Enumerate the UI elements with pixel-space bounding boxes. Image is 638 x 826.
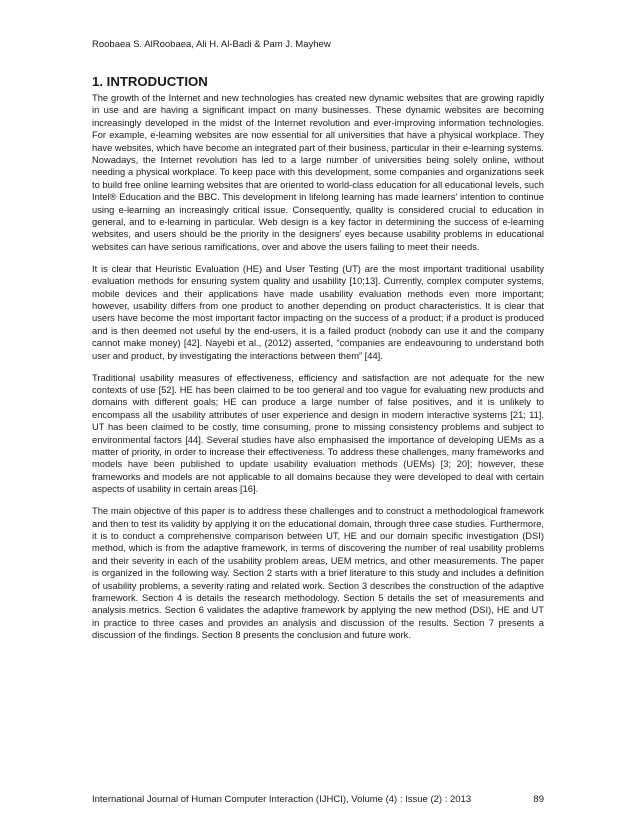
running-footer	[92, 794, 544, 805]
paragraph-4: The main objective of this paper is to address these challenges and to construct a methodological framework and then to test its validity by applying it on the educational domain, through three case studies. Furthermore, it is to conduct a comprehensive comparison between UT, HE and our domain specific investigation (DSI) method, which is from the adaptive framework, in terms of discovering the number of real usability problems and their severity in each of the usability problem areas, UEM metrics, and other measurements. The paper is organized in the following way. Section 2 starts with a brief literature to this study and includes a definition of usability problems, a severity rating and related work. Section 3 describes the construction of the adaptive framework. Section 4 is details the research methodology. Section 5 details the set of measurements and analysis metrics. Section 6 validates the adaptive framework by applying the new method (DSI), HE and UT in practice to three cases and provides an analysis and discussion of the results. Section 7 presents a discussion of the findings. Section 8 presents the conclusion and future work.	[92, 506, 544, 641]
section-title: 1. INTRODUCTION	[92, 74, 208, 89]
page-number: 89	[533, 794, 544, 805]
paragraph-1: The growth of the Internet and new technologies has created new dynamic websites that are growing rapidly in use and are having a significant impact on many businesses. These dynamic websites are becoming increasingly developed in the midst of the Internet revolution and ever-improving information technologies. For example, e-learning websites are now essential for all universities that have a physical workplace. They have websites, which have become an integrated part of their business, particular in their e-learning systems. Nowadays, the Internet revolution has led to a large number of universities being solely online, without needing a physical workplace. To keep pace with this development, some companies and organizations seek to build free online learning websites that are oriented to world-class education for all educational levels, such Intel® Education and the BBC. This development in lifelong learning has made learners’ intention to continue using e-learning an increasingly critical issue. Consequently, quality is considered crucial to education in general, and to e-learning in particular. Web design is a key factor in determining the success of e-learning websites, and users should be the priority in the designers’ eyes because usability problems in educational websites can have serious ramifications, over and above the users failing to meet their needs.	[92, 93, 544, 252]
running-header: Roobaea S. AlRoobaea, Ali H. Al-Badi & Pam J. Mayhew	[92, 39, 331, 50]
main-content	[92, 74, 544, 651]
paragraph-3: Traditional usability measures of effectiveness, efficiency and satisfaction are not adequate for the new contexts of use [52]. HE has been claimed to be too general and too vague for evaluating new products and domains with different goals; HE can produce a large number of false positives, and it is unlikely to encompass all the usability attributes of user experience and design in modern interactive systems [21; 11]. UT has been claimed to be costly, time consuming, prone to missing consistency problems and subject to environmental factors [44]. Several studies have also emphasised the importance of developing UEMs as a matter of priority, in order to increase their effectiveness. To address these challenges, many frameworks and models have been published to update usability evaluation methods (UEMs) [3; 20]; however, these frameworks and models are not applicable to all domains because they were developed to deal with certain aspects of usability in certain areas [16].	[92, 372, 544, 495]
paragraph-2: It is clear that Heuristic Evaluation (HE) and User Testing (UT) are the most important traditional usability evaluation methods for ensuring system quality and usability [10;13]. Currently, complex computer systems, mobile devices and their applications have made usability evaluation methods even more important; however, usability differs from one product to another depending on product characteristics. It is clear that users have become the most important factor impacting on the success of a product; if a product is produced and is then deemed not useful by the end-users, it is a failed product (nobody can use it and the company cannot make money) [42]. Nayebi et al., (2012) asserted, “companies are endeavouring to understand both user and product, by investigating the interactions between them” [44].	[92, 263, 544, 361]
journal-citation: International Journal of Human Computer Interaction (IJHCI), Volume (4) : Issue (2) : 2013	[92, 794, 472, 805]
